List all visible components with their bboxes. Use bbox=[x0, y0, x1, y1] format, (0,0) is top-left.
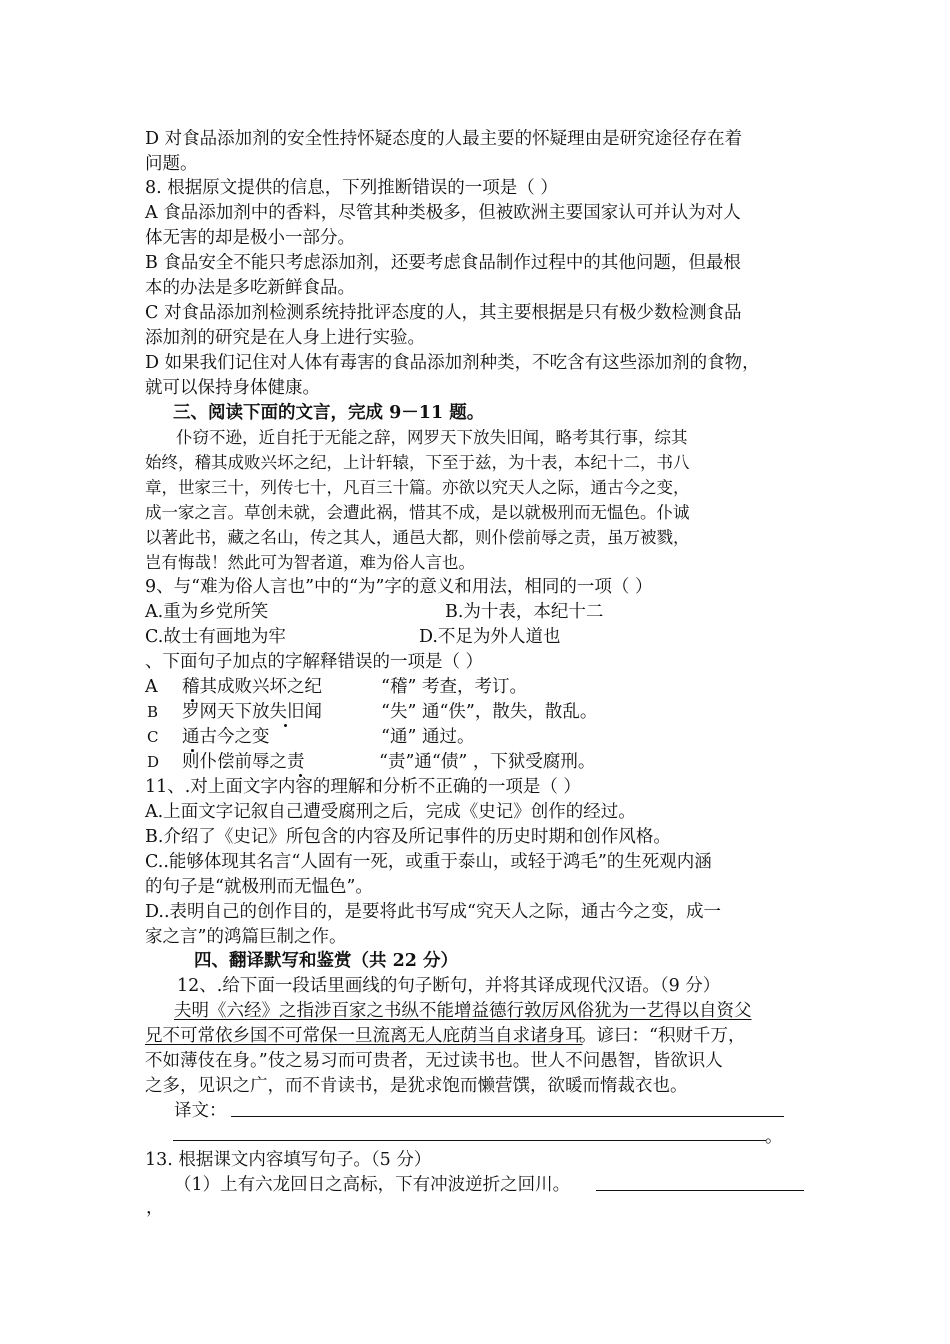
option-c: C.故士有画地为牢 bbox=[145, 627, 286, 647]
classical-passage-line: 以著此书，藏之名山，传之其人，通邑大都，则仆偿前辱之责，虽万被戮， bbox=[145, 528, 690, 547]
underlined-sentence: 夫明《六经》之指涉百家之书纵不能增益德行敦厉风俗犹为一艺得以自资父 bbox=[174, 1001, 752, 1021]
passage-text: 。谚曰：“积财千万， bbox=[579, 1026, 746, 1046]
fill-in-answer-line[interactable] bbox=[596, 1190, 804, 1191]
option-explanation: “失” 通“佚”，散失，散乱。 bbox=[381, 702, 598, 722]
option-sentence: 稽其成败兴坏之纪 bbox=[182, 677, 322, 697]
period-mark: 。 bbox=[765, 1127, 783, 1147]
text-line: 的句子是“就极刑而无愠色”。 bbox=[145, 877, 373, 897]
passage-text: 不如薄伎在身。”伎之易习而可贵者，无过读书也。世人不问愚智，皆欲识人 bbox=[145, 1051, 723, 1071]
option-explanation: “通” 通过。 bbox=[381, 727, 475, 747]
question-9: 9、与“难为俗人言也”中的“为”字的意义和用法，相同的一项（ ） bbox=[145, 577, 653, 597]
option-label: A bbox=[145, 677, 158, 697]
text-line: 问题。 bbox=[145, 154, 198, 174]
question-13-item-1: （1）上有六龙回日之高标，下有冲波逆折之回川。 bbox=[174, 1175, 571, 1195]
option-sentence: 则仆偿前辱之责 bbox=[182, 752, 305, 772]
translation-answer-line[interactable] bbox=[173, 1140, 766, 1141]
option-explanation: “稽” 考查，考订。 bbox=[381, 677, 527, 697]
option-b: B.为十表，本纪十二 bbox=[445, 602, 604, 622]
underlined-sentence: 兄不可常依乡国不可常保一旦流离无人庇荫当自求诸身耳 bbox=[145, 1026, 583, 1046]
passage-text: 之多，见识之广，而不肯读书，是犹求饱而懒营馔，欲暖而惰裁衣也。 bbox=[145, 1076, 688, 1096]
option-c: C..能够体现其名言“人固有一死，或重于泰山，或轻于鸿毛”的生死观内涵 bbox=[145, 852, 712, 872]
option-label: B bbox=[147, 703, 159, 721]
section-3-heading: 三、阅读下面的文言，完成 9－11 题。 bbox=[173, 403, 485, 423]
option-d: D.不足为外人道也 bbox=[419, 627, 561, 647]
section-4-heading: 四、翻译默写和鉴赏（共 22 分） bbox=[194, 951, 459, 971]
option-label: D bbox=[147, 753, 160, 771]
text-line: 本的办法是多吃新鲜食品。 bbox=[145, 278, 355, 298]
question-12: 12、.给下面一段话里画线的句子断句，并将其译成现代汉语。（9 分） bbox=[177, 976, 721, 996]
classical-passage-line: 成一家之言。草创未就，会遭此祸，惜其不成，是以就极刑而无愠色。仆诚 bbox=[145, 503, 690, 522]
classical-passage-line: 岂有悔哉！然此可为智者道，难为俗人言也。 bbox=[145, 553, 475, 572]
option-b: B.介绍了《史记》所包含的内容及所记事件的历史时期和创作风格。 bbox=[145, 827, 671, 847]
option-c: C 对食品添加剂检测系统持批评态度的人，其主要根据是只有极少数检测食品 bbox=[145, 303, 742, 323]
option-a: A.重为乡党所笑 bbox=[145, 602, 269, 622]
question-11: 11、.对上面文字内容的理解和分析不正确的一项是（ ） bbox=[145, 777, 581, 797]
option-sentence: 罗网天下放失旧闻 bbox=[182, 702, 322, 722]
text-line: 添加剂的研究是在人身上进行实验。 bbox=[145, 328, 425, 348]
option-d: D 如果我们记住对人体有毒害的食品添加剂种类，不吃含有这些添加剂的食物， bbox=[145, 353, 760, 373]
question-10: 、下面句子加点的字解释错误的一项是（ ） bbox=[145, 652, 484, 672]
translation-answer-line[interactable] bbox=[231, 1116, 784, 1117]
classical-passage-line: 仆窃不逊，近自托于无能之辞，网罗天下放失旧闻，略考其行事，综其 bbox=[176, 428, 688, 447]
comma-mark: ， bbox=[146, 1198, 164, 1218]
question-8: 8. 根据原文提供的信息，下列推断错误的一项是（ ） bbox=[145, 178, 558, 198]
text-line: 体无害的却是极小一部分。 bbox=[145, 228, 355, 248]
emphasis-dot bbox=[284, 724, 287, 727]
classical-passage-line: 章，世家三十，列传七十，凡百三十篇。亦欲以究天人之际，通古今之变， bbox=[145, 478, 690, 497]
option-d: D..表明自己的创作目的，是要将此书写成“究天人之际，通古今之变，成一 bbox=[145, 902, 721, 922]
question-13: 13. 根据课文内容填写句子。（5 分） bbox=[145, 1150, 432, 1170]
translation-label: 译文： bbox=[174, 1101, 227, 1121]
option-b: B 食品安全不能只考虑添加剂，还要考虑食品制作过程中的其他问题，但最根 bbox=[145, 253, 741, 273]
text-line: D 对食品添加剂的安全性持怀疑态度的人最主要的怀疑理由是研究途径存在着 bbox=[145, 129, 743, 149]
option-label: C bbox=[147, 728, 159, 746]
option-sentence: 通古今之变 bbox=[182, 727, 270, 747]
text-line: 家之言”的鸿篇巨制之作。 bbox=[145, 927, 347, 947]
text-line: 就可以保持身体健康。 bbox=[145, 378, 320, 398]
option-explanation: “责”通“债” ，下狱受腐刑。 bbox=[379, 752, 596, 772]
option-a: A.上面文字记叙自己遭受腐刑之后，完成《史记》创作的经过。 bbox=[145, 802, 636, 822]
classical-passage-line: 始终，稽其成败兴坏之纪，上计轩辕，下至于兹，为十表，本纪十二，书八 bbox=[145, 453, 690, 472]
option-a: A 食品添加剂中的香料，尽管其种类极多，但被欧洲主要国家认可并认为对人 bbox=[145, 203, 741, 223]
